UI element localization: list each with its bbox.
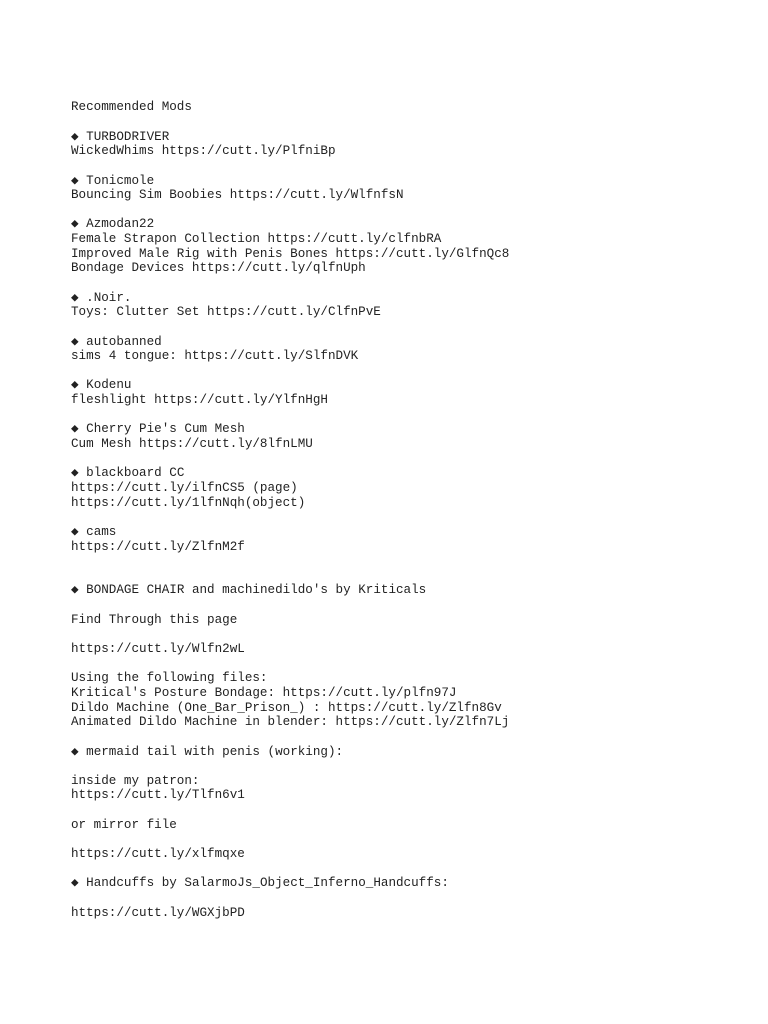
section-heading: ◆ .Noir.: [71, 290, 132, 305]
text-line: or mirror file: [71, 817, 177, 832]
blank-line: [71, 320, 751, 335]
section-heading: ◆ cams: [71, 524, 117, 539]
blank-line: [71, 569, 751, 584]
blank-line: [71, 891, 751, 906]
document-page: [71, 71, 751, 935]
text-line: Using the following files:: [71, 671, 268, 686]
link-line[interactable]: https://cutt.ly/Tlfn6v1: [71, 788, 245, 803]
blank-line: [71, 203, 751, 218]
blank-line: [71, 862, 751, 877]
blank-line: [71, 598, 751, 613]
link-line[interactable]: Toys: Clutter Set https://cutt.ly/ClfnPvE: [71, 305, 381, 320]
section-heading: ◆ BONDAGE CHAIR and machinedildo's by Kriticals: [71, 583, 427, 598]
link-line[interactable]: https://cutt.ly/xlfmqxe: [71, 846, 245, 861]
text-line: Recommended Mods: [71, 100, 192, 115]
section-heading: ◆ autobanned: [71, 334, 162, 349]
section-heading: ◆ blackboard CC: [71, 466, 185, 481]
section-heading: ◆ Handcuffs by SalarmoJs_Object_Inferno_Handcuffs:: [71, 876, 449, 891]
blank-line: [71, 803, 751, 818]
section-heading: ◆ Azmodan22: [71, 217, 155, 232]
link-line[interactable]: Kritical's Posture Bondage: https://cutt.ly/plfn97J: [71, 685, 457, 700]
section-heading: ◆ Kodenu: [71, 378, 132, 393]
link-line[interactable]: https://cutt.ly/Wlfn2wL: [71, 642, 245, 657]
text-line: inside my patron:: [71, 773, 200, 788]
link-line[interactable]: Female Strapon Collection https://cutt.ly/clfnbRA: [71, 232, 442, 247]
link-line[interactable]: https://cutt.ly/ZlfnM2f: [71, 539, 245, 554]
blank-line: [71, 115, 751, 130]
link-line[interactable]: Bouncing Sim Boobies https://cutt.ly/WlfnfsN: [71, 188, 404, 203]
link-line[interactable]: WickedWhims https://cutt.ly/PlfniBp: [71, 144, 336, 159]
blank-line: [71, 408, 751, 423]
document-body: [71, 100, 751, 920]
blank-line: [71, 759, 751, 774]
section-heading: ◆ Tonicmole: [71, 173, 155, 188]
blank-line: [71, 159, 751, 174]
blank-line: [71, 627, 751, 642]
link-line[interactable]: Improved Male Rig with Penis Bones https://cutt.ly/GlfnQc8: [71, 246, 510, 261]
link-line[interactable]: Dildo Machine (One_Bar_Prison_) : https://cutt.ly/Zlfn8Gv: [71, 700, 502, 715]
section-heading: ◆ Cherry Pie's Cum Mesh: [71, 422, 245, 437]
blank-line: [71, 276, 751, 291]
link-line[interactable]: https://cutt.ly/ilfnCS5 (page): [71, 480, 298, 495]
blank-line: [71, 364, 751, 379]
blank-line: [71, 554, 751, 569]
blank-line: [71, 730, 751, 745]
link-line[interactable]: Animated Dildo Machine in blender: https://cutt.ly/Zlfn7Lj: [71, 715, 510, 730]
text-line: Find Through this page: [71, 612, 238, 627]
section-heading: ◆ TURBODRIVER: [71, 129, 170, 144]
link-line[interactable]: Cum Mesh https://cutt.ly/8lfnLMU: [71, 437, 313, 452]
link-line[interactable]: sims 4 tongue: https://cutt.ly/SlfnDVK: [71, 349, 359, 364]
blank-line: [71, 832, 751, 847]
section-heading: ◆ mermaid tail with penis (working):: [71, 744, 344, 759]
blank-line: [71, 452, 751, 467]
link-line[interactable]: https://cutt.ly/1lfnNqh(object): [71, 495, 306, 510]
link-line[interactable]: Bondage Devices https://cutt.ly/qlfnUph: [71, 261, 366, 276]
link-line[interactable]: https://cutt.ly/WGXjbPD: [71, 905, 245, 920]
blank-line: [71, 657, 751, 672]
blank-line: [71, 510, 751, 525]
link-line[interactable]: fleshlight https://cutt.ly/YlfnHgH: [71, 393, 328, 408]
